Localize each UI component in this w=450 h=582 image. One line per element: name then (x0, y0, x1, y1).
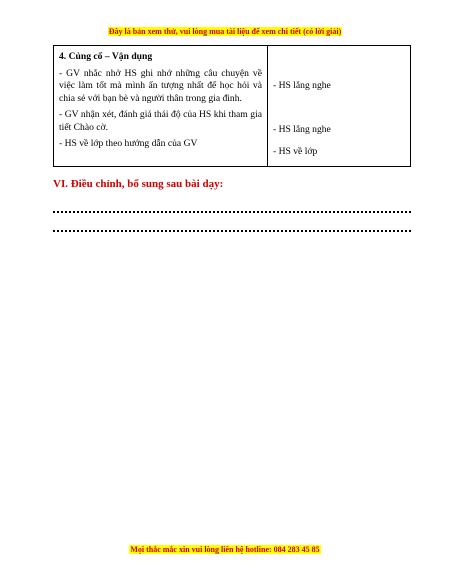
student-activity-2: - HS lắng nghe (273, 124, 331, 135)
activity-heading: 4. Củng cố – Vận dụng (59, 51, 153, 62)
preview-banner-text: Đây là bản xem thử, vui lòng mua tài liệu để xem chi tiết (có lời giải) (108, 27, 342, 36)
teacher-activity-3: - HS về lớp theo hướng dẫn của GV (59, 138, 198, 149)
dotted-fill-line (53, 211, 411, 213)
hotline-banner (0, 545, 450, 554)
lesson-table (53, 45, 411, 167)
dotted-fill-line (53, 230, 411, 232)
student-activity-1: - HS lắng nghe (273, 80, 331, 91)
teacher-activity-1: - GV nhắc nhở HS ghi nhớ những câu chuyện về việc làm tốt mà mình ấn tượng nhất để học hỏi và chia sẻ với bạn bè và người thân trong gia đình. (59, 67, 262, 104)
preview-banner (0, 27, 450, 36)
teacher-activities-cell (54, 46, 268, 166)
teacher-activity-2: - GV nhận xét, đánh giá thái độ của HS khi tham gia tiết Chào cờ. (59, 109, 262, 133)
section-title: VI. Điều chỉnh, bổ sung sau bài dạy: (53, 178, 224, 190)
student-activity-3: - HS về lớp (273, 146, 318, 157)
student-activities-cell (268, 46, 410, 166)
hotline-banner-text: Mọi thắc mắc xin vui lòng liên hệ hotline: 084 283 45 85 (130, 545, 320, 554)
